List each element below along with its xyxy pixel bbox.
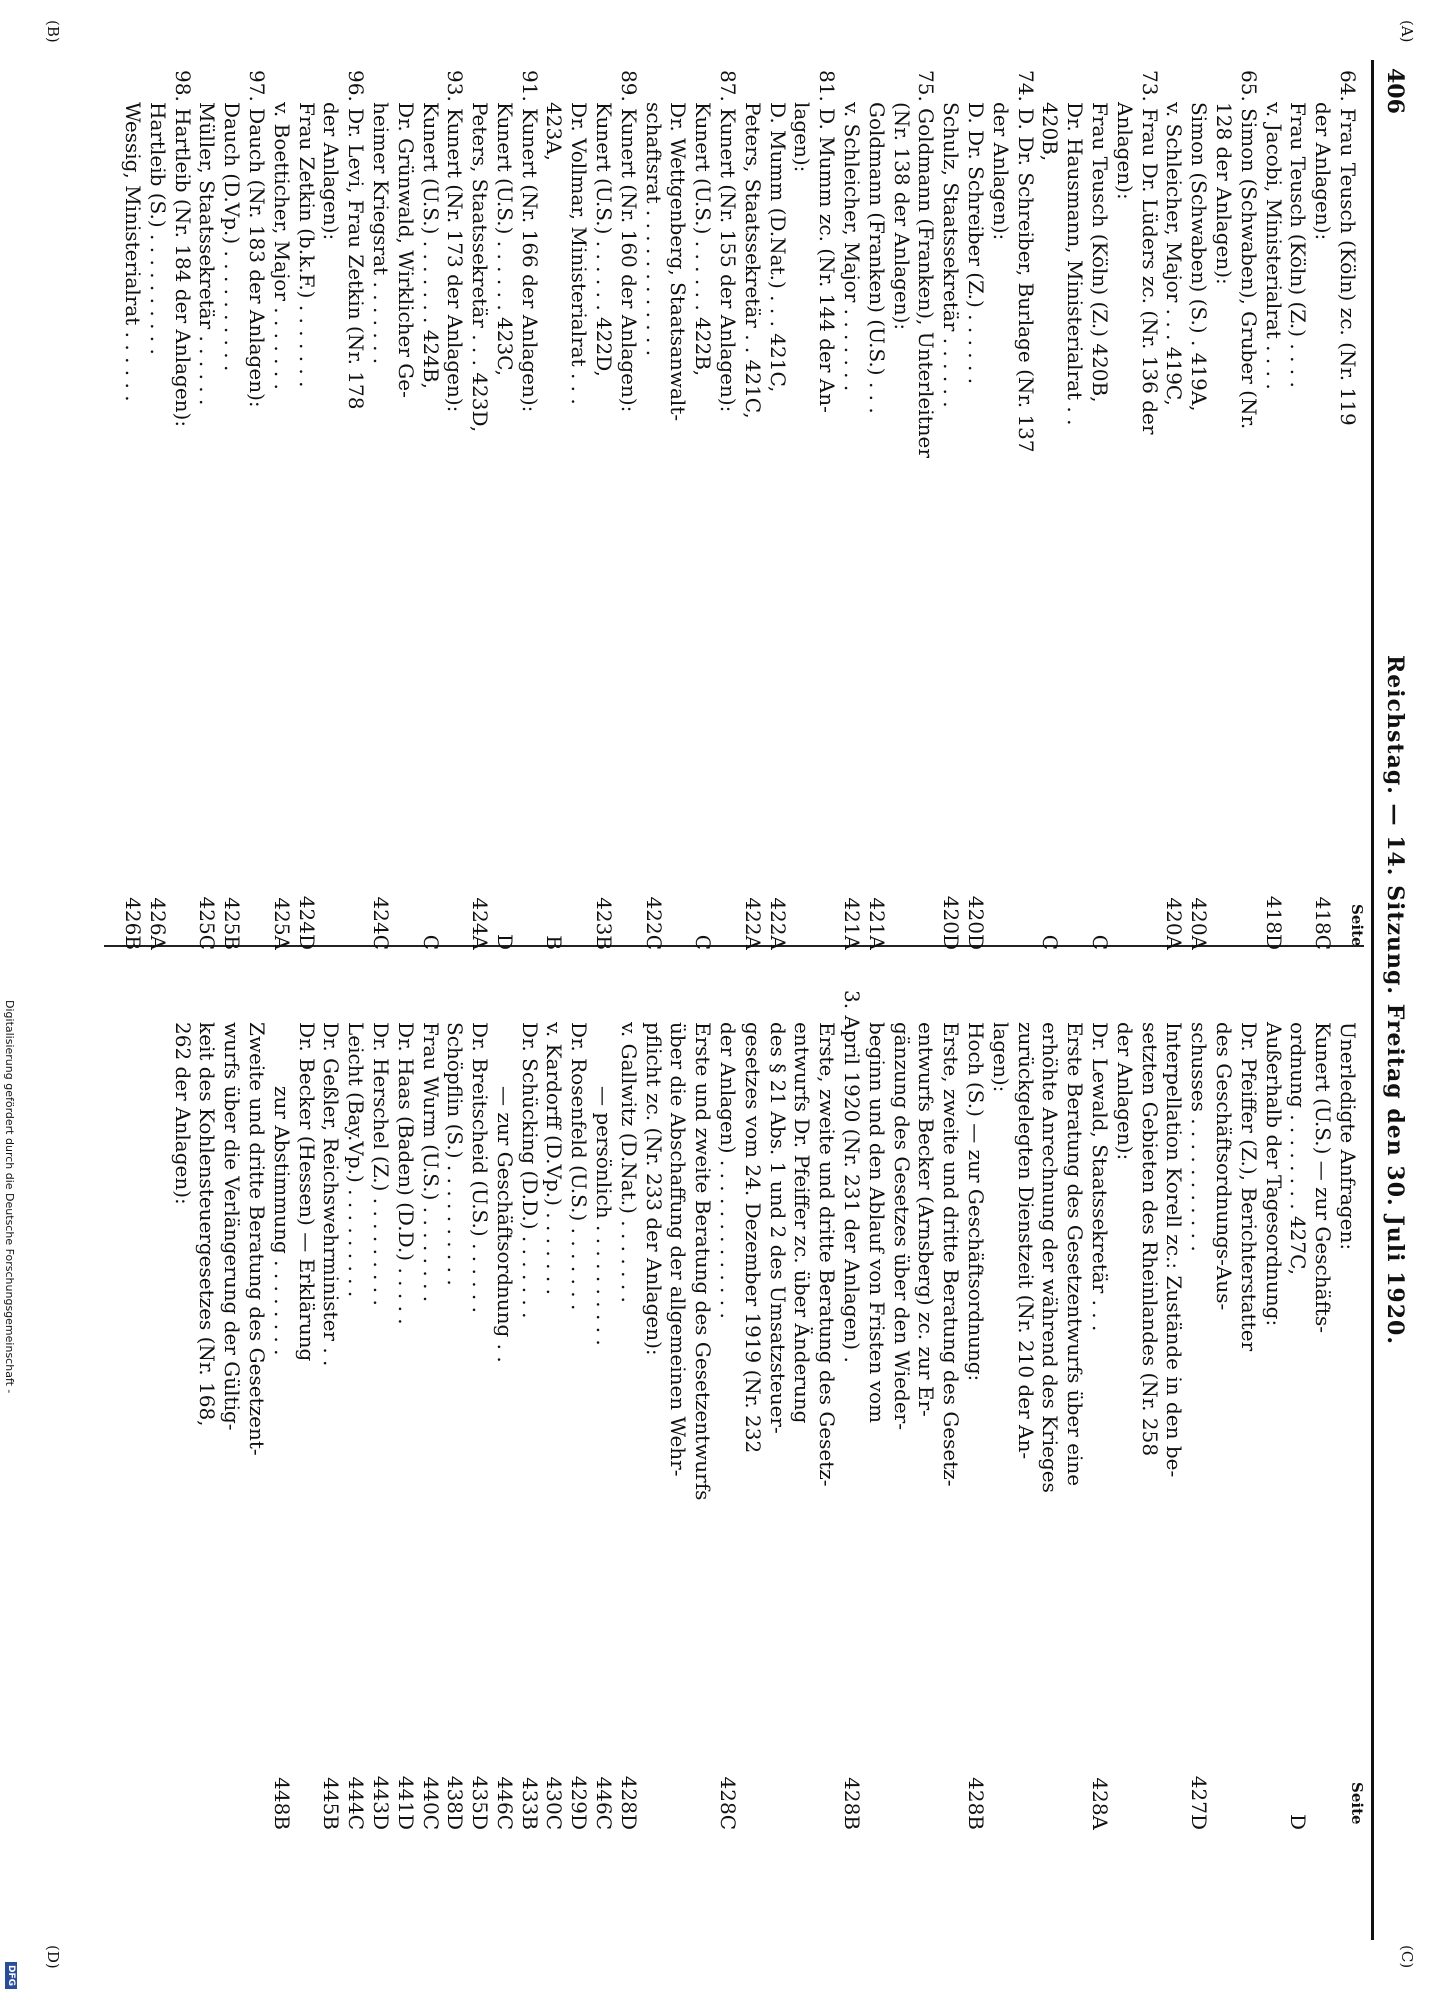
entry-text: Dr. Haas (Baden) (D.D.) . . . . . xyxy=(393,1022,418,1325)
index-entry xyxy=(1286,70,1311,950)
index-entry xyxy=(641,70,666,950)
index-entry xyxy=(666,70,691,950)
index-entry xyxy=(170,70,195,950)
page-reference: 428A xyxy=(1088,1777,1113,1830)
page-reference: 420D xyxy=(939,895,964,950)
page-reference: 418D xyxy=(1261,895,1286,950)
margin-marker-c: (C) xyxy=(1398,1945,1416,1969)
index-entry xyxy=(195,990,220,1830)
index-entry xyxy=(616,70,641,950)
entry-text: über die Abschaffung der allgemeinen Wehr- xyxy=(666,1022,691,1477)
index-entry xyxy=(567,70,592,950)
page-reference: 424D xyxy=(294,895,319,950)
entry-text: 73. Frau Dr. Lüders zc. (Nr. 136 der xyxy=(1137,70,1162,435)
running-header xyxy=(1371,60,1414,1940)
index-entry xyxy=(889,70,914,950)
page-reference: 435D xyxy=(468,1775,493,1830)
header-title: Reichstag. — 14. Sitzung. Freitag den 30. Juli 1920. xyxy=(1382,655,1408,1345)
entry-text: Kunert (U.S.) . . . . . . 422B, xyxy=(691,102,716,377)
entry-text: Wessig, Ministerialrat . . . . . . xyxy=(120,102,145,402)
entry-text: gänzung des Gesetzes über den Wieder- xyxy=(889,1022,914,1430)
entry-text: D. Dr. Schreiber (Z.) . . . . . . xyxy=(964,102,989,385)
entry-text: 98. Hartleib (Nr. 184 der Anlagen): xyxy=(170,70,195,428)
index-entry xyxy=(319,70,344,950)
entry-text: schaftsrat . . . . . . . . . . . . xyxy=(641,102,666,357)
entry-text: v. Gallwitz (D.Nat.) . . . . . . . xyxy=(616,1022,641,1303)
entry-text: Frau Teusch (Köln) (Z.) . . . . xyxy=(1286,102,1311,388)
index-entry xyxy=(790,70,815,950)
page-reference: 426A xyxy=(145,897,170,950)
index-entry xyxy=(814,990,839,1830)
index-entry xyxy=(343,990,368,1830)
index-entry xyxy=(914,70,939,950)
entry-text: Kunert (U.S.) . . . . . . 423C, xyxy=(492,102,517,377)
index-entry xyxy=(1013,70,1038,950)
index-entry xyxy=(740,990,765,1830)
entry-text: keit des Kohlensteuergesetzes (Nr. 168, xyxy=(195,1022,220,1427)
entry-text: 64. Frau Teusch (Köln) zc. (Nr. 119 xyxy=(1336,70,1360,426)
entry-text: gesetzes vom 24. Dezember 1919 (Nr. 232 xyxy=(740,1022,765,1454)
entry-text: erhöhte Anrechnung der während des Krieges xyxy=(1038,1022,1063,1493)
index-entry xyxy=(591,990,616,1830)
index-entry xyxy=(666,990,691,1830)
entry-text: Dr. Herschel (Z.) . . . . . . . . . xyxy=(368,1022,393,1306)
index-entry xyxy=(418,990,443,1830)
entry-text: Unerledigte Anfragen: xyxy=(1336,1022,1360,1251)
page-reference: 446C xyxy=(592,1776,617,1830)
entry-text: 65. Simon (Schwaben), Gruber (Nr. xyxy=(1236,70,1261,430)
index-entry xyxy=(120,70,145,950)
entry-text: pflicht zc. (Nr. 233 der Anlagen): xyxy=(641,1022,666,1356)
page-reference: 428B xyxy=(840,1777,865,1830)
page-reference: 428C xyxy=(716,1776,741,1830)
page-reference: 421A xyxy=(864,897,889,950)
index-entry xyxy=(393,990,418,1830)
entry-text: Dr. Rosenfeld (U.S.) . . . . . . . xyxy=(567,1022,592,1311)
margin-marker-b: (B) xyxy=(44,20,62,43)
entry-text: des Geschäftsordnungs-Aus- xyxy=(1212,1022,1237,1311)
index-entry xyxy=(740,70,765,950)
entry-text: (Nr. 138 der Anlagen): xyxy=(889,102,914,331)
entry-text: der Anlagen): xyxy=(319,102,344,241)
index-entry xyxy=(467,990,492,1830)
entry-text: v. Schleicher, Major . . . . . . . xyxy=(840,102,865,392)
index-entry xyxy=(1335,70,1360,950)
page-reference: 422A xyxy=(765,897,790,950)
entry-text: 91. Kunert (Nr. 166 der Anlagen): xyxy=(517,70,542,413)
entry-text: setzten Gebieten des Rheinlandes (Nr. 258 xyxy=(1137,1022,1162,1457)
index-entry xyxy=(1038,70,1063,950)
left-column xyxy=(120,70,1360,950)
footer xyxy=(0,0,18,2000)
entry-text: der Anlagen): xyxy=(988,102,1013,241)
entry-text: Kunert (U.S.) . . . . . . . 424B, xyxy=(418,102,443,389)
entry-text: Frau Wurm (U.S.) . . . . . . . . xyxy=(418,1022,443,1303)
page-reference: 422A xyxy=(740,897,765,950)
entry-text: Erste Beratung des Gesetzentwurfs über eine xyxy=(1063,1022,1088,1487)
entry-text: Dr. Wettgenberg, Staatsanwalt- xyxy=(666,102,691,422)
index-entry xyxy=(1062,70,1087,950)
entry-text: 89. Kunert (Nr. 160 der Anlagen): xyxy=(616,70,641,413)
index-entry xyxy=(1038,990,1063,1830)
page-reference: 428B xyxy=(964,1777,989,1830)
index-entry xyxy=(294,990,319,1830)
index-entry xyxy=(690,70,715,950)
entry-text: — persönlich . . . . . . . . . . xyxy=(592,1086,617,1346)
entry-text: beginn und den Ablauf von Fristen vom xyxy=(864,1022,889,1424)
entry-text: Schulz, Staatssekretär . . . . . . xyxy=(939,102,964,408)
entry-text: v. Kardorff (D.Vp.) . . . . . . . xyxy=(542,1022,567,1295)
left-column-header: Seite xyxy=(1348,904,1366,947)
index-entry xyxy=(1236,70,1261,950)
entry-text: lagen): xyxy=(790,102,815,173)
index-entry xyxy=(368,990,393,1830)
index-entry xyxy=(517,990,542,1830)
dfg-badge: DFG xyxy=(5,1962,17,1989)
entry-text: Peters, Staatssekretär . . . 423D, xyxy=(468,102,493,433)
index-entry xyxy=(765,990,790,1830)
page-reference: 440C xyxy=(418,1776,443,1830)
entry-text: Dr. Lewald, Staatssekretär . . . xyxy=(1088,1022,1113,1332)
entry-text: 96. Dr. Levi, Frau Zetkin (Nr. 178 xyxy=(344,70,369,410)
index-entry xyxy=(1236,990,1261,1830)
index-entry xyxy=(1186,70,1211,950)
right-column xyxy=(170,990,1360,1830)
index-entry xyxy=(1162,990,1187,1830)
page-reference: 446C xyxy=(492,1776,517,1830)
index-entry xyxy=(1137,990,1162,1830)
entry-text: Kunert (U.S.) . . . . . . 422D, xyxy=(592,102,617,377)
entry-text: v. Schleicher, Major . . . 419C, xyxy=(1162,102,1187,406)
index-entry xyxy=(145,70,170,950)
entry-text: D. Mumm (D.Nat.) . . . 421C, xyxy=(765,102,790,393)
index-entry xyxy=(343,70,368,950)
index-entry xyxy=(269,990,294,1830)
entry-text: Außerhalb der Tagesordnung: xyxy=(1261,1022,1286,1327)
index-entry xyxy=(542,70,567,950)
page-reference: 426B xyxy=(120,897,145,950)
index-entry xyxy=(765,70,790,950)
page-reference: 420A xyxy=(1187,897,1212,950)
page-reference: 425A xyxy=(269,897,294,950)
page-reference: 448B xyxy=(269,1777,294,1830)
entry-text: wurfs über die Verlängerung der Gültig- xyxy=(220,1022,245,1431)
page-reference: C xyxy=(418,934,443,950)
index-entry xyxy=(1335,990,1360,1830)
entry-text: Dr. Geßler, Reichswehrminister . . xyxy=(319,1022,344,1367)
entry-text: Simon (Schwaben) (S.) . 419A, xyxy=(1187,102,1212,412)
entry-text: — zur Geschäftsordnung . . xyxy=(492,1086,517,1363)
entry-text: Erste, zweite und dritte Beratung des Gesetz- xyxy=(815,1022,840,1487)
entry-text: Interpellation Korell zc.: Zustände in den be- xyxy=(1162,1022,1187,1478)
page-reference: 424C xyxy=(368,896,393,950)
index-entry xyxy=(244,70,269,950)
index-entry xyxy=(195,70,220,950)
page-reference: 418C xyxy=(1311,896,1336,950)
entry-text: 423A, xyxy=(542,102,567,161)
entry-text: 74. D. Dr. Schreiber, Burlage (Nr. 137 xyxy=(1013,70,1038,453)
index-entry xyxy=(938,70,963,950)
page-reference: 424A xyxy=(468,897,493,950)
index-entry xyxy=(790,990,815,1830)
entry-text: Erste, zweite und dritte Beratung des Gesetz- xyxy=(939,1022,964,1487)
index-entry xyxy=(1310,990,1335,1830)
entry-text: Dr. Breitscheid (U.S.) . . . . . . xyxy=(468,1022,493,1313)
entry-text: Dr. Vollmar, Ministerialrat . . . xyxy=(567,102,592,405)
entry-text: 420B, xyxy=(1038,102,1063,162)
page-number: 406 xyxy=(1382,68,1408,114)
entry-text: der Anlagen): xyxy=(1112,1022,1137,1161)
page-reference: D xyxy=(1286,1813,1311,1830)
index-entry xyxy=(889,990,914,1830)
index-entry xyxy=(492,70,517,950)
entry-text: Hoch (S.) — zur Geschäftsordnung: xyxy=(964,1022,989,1382)
entry-text: 81. D. Mumm zc. (Nr. 144 der An- xyxy=(815,70,840,413)
entry-text: Schöpflin (S.) . . . . . . . . . . xyxy=(443,1022,468,1286)
page-reference: 443D xyxy=(368,1775,393,1830)
index-entry xyxy=(443,70,468,950)
index-entry xyxy=(1013,990,1038,1830)
page-reference: 427D xyxy=(1187,1775,1212,1830)
entry-text: 3. April 1920 (Nr. 231 der Anlagen) . xyxy=(840,990,865,1363)
index-entry xyxy=(591,70,616,950)
index-entry xyxy=(963,990,988,1830)
index-entry xyxy=(715,990,740,1830)
index-entry xyxy=(864,70,889,950)
page-reference: D xyxy=(492,933,517,950)
index-entry xyxy=(616,990,641,1830)
index-entry xyxy=(567,990,592,1830)
index-entry xyxy=(517,70,542,950)
page-reference: 444C xyxy=(344,1776,369,1830)
index-entry xyxy=(864,990,889,1830)
index-entry xyxy=(715,70,740,950)
page-reference: 425B xyxy=(220,897,245,950)
margin-marker-d: (D) xyxy=(44,1945,62,1969)
index-entry xyxy=(1112,990,1137,1830)
index-entry xyxy=(1286,990,1311,1830)
entry-text: ordnung . . . . . . . . 427C, xyxy=(1286,1022,1311,1276)
entry-text: 262 der Anlagen): xyxy=(170,1022,195,1205)
index-entry xyxy=(368,70,393,950)
page-reference: C xyxy=(691,934,716,950)
index-entry xyxy=(988,990,1013,1830)
entry-text: 93. Kunert (Nr. 173 der Anlagen): xyxy=(443,70,468,413)
index-entry xyxy=(1112,70,1137,950)
index-entry xyxy=(839,990,864,1830)
entry-text: des § 21 Abs. 1 und 2 des Umsatzsteuer- xyxy=(765,1022,790,1434)
entry-text: Frau Zetkin (b.k.F.) . . . . . . . xyxy=(294,102,319,388)
page-reference: 420D xyxy=(964,895,989,950)
index-entry xyxy=(1310,70,1335,950)
page-reference: 433B xyxy=(517,1777,542,1830)
entry-text: der Anlagen) . . . . . . . . . . . . . xyxy=(716,1022,741,1319)
index-entry xyxy=(269,70,294,950)
entry-text: 128 der Anlagen): xyxy=(1212,102,1237,285)
index-entry xyxy=(1211,990,1236,1830)
entry-text: Leicht (Bay.Vp.) . . . . . . . . . xyxy=(344,1022,369,1298)
index-entry xyxy=(938,990,963,1830)
page-reference: C xyxy=(1038,934,1063,950)
index-entry xyxy=(542,990,567,1830)
entry-text: Dr. Hausmann, Ministerialrat . . xyxy=(1063,102,1088,426)
entry-text: entwurfs Becker (Arnsberg) zc. zur Er- xyxy=(914,1022,939,1417)
footer-credit: Digitalisierung gefördert durch die Deutsche Forschungsgemeinschaft - xyxy=(3,1000,16,1394)
index-entry xyxy=(1062,990,1087,1830)
page-reference: 428D xyxy=(616,1775,641,1830)
index-entry xyxy=(219,990,244,1830)
entry-text: Zweite und dritte Beratung des Gesetzent- xyxy=(244,1022,269,1456)
page-reference: 422C xyxy=(641,896,666,950)
entry-text: Dr. Grünwald, Wirklicher Ge- xyxy=(393,102,418,398)
right-column-header: Seite xyxy=(1348,1782,1366,1825)
index-entry xyxy=(641,990,666,1830)
index-entry xyxy=(814,70,839,950)
index-entry xyxy=(963,70,988,950)
entry-text: entwurfs Dr. Pfeiffer zc. über Änderung xyxy=(790,1022,815,1424)
entry-text: der Anlagen): xyxy=(1311,102,1336,241)
index-entry xyxy=(1137,70,1162,950)
index-entry xyxy=(1186,990,1211,1830)
entry-text: lagen): xyxy=(988,1022,1013,1093)
index-entry xyxy=(244,990,269,1830)
entry-text: Hartleib (S.) . . . . . . . . . . xyxy=(145,102,170,355)
margin-marker-a: (A) xyxy=(1398,20,1416,43)
index-entry xyxy=(294,70,319,950)
entry-text: Müller, Staatssekretär . . . . . . xyxy=(195,102,220,406)
index-entry xyxy=(1211,70,1236,950)
entry-text: heimer Kriegsrat . . . . . . . xyxy=(368,102,393,365)
page-reference: 438D xyxy=(443,1775,468,1830)
index-entry xyxy=(1087,990,1112,1830)
page-reference: 425C xyxy=(195,896,220,950)
page-reference: 441D xyxy=(393,1775,418,1830)
page-reference: C xyxy=(1088,934,1113,950)
index-entry xyxy=(443,990,468,1830)
index-entry xyxy=(914,990,939,1830)
index-entry xyxy=(1087,70,1112,950)
entry-text: 75. Goldmann (Franken), Unterleitner xyxy=(914,70,939,458)
page-reference: B xyxy=(542,935,567,950)
page-reference: 445B xyxy=(319,1777,344,1830)
index-entry xyxy=(393,70,418,950)
index-entry xyxy=(839,70,864,950)
entry-text: Frau Teusch (Köln) (Z.) 420B, xyxy=(1088,102,1113,403)
index-entry xyxy=(988,70,1013,950)
page-reference: 421A xyxy=(840,897,865,950)
entry-text: Anlagen): xyxy=(1112,102,1137,200)
index-entry xyxy=(219,70,244,950)
entry-text: Dauch (D.Vp.) . . . . . . . . . . xyxy=(220,102,245,372)
page-reference: 423B xyxy=(592,897,617,950)
entry-text: 87. Kunert (Nr. 155 der Anlagen): xyxy=(716,70,741,413)
index-entry xyxy=(1261,70,1286,950)
entry-text: zurückgelegten Dienstzeit (Nr. 210 der An- xyxy=(1013,1022,1038,1460)
entry-text: 97. Dauch (Nr. 183 der Anlagen): xyxy=(244,70,269,408)
index-entry xyxy=(319,990,344,1830)
entry-text: v. Jacobi, Ministerialrat . . . . xyxy=(1261,102,1286,390)
index-entry xyxy=(492,990,517,1830)
page-reference: 429D xyxy=(567,1775,592,1830)
index-entry xyxy=(690,990,715,1830)
index-entry xyxy=(1261,990,1286,1830)
page-reference: 430C xyxy=(542,1776,567,1830)
entry-text: Erste und zweite Beratung des Gesetzentwurfs xyxy=(691,1022,716,1501)
entry-text: Goldmann (Franken) (U.S.) . . . xyxy=(864,102,889,414)
index-entry xyxy=(170,990,195,1830)
entry-text: Dr. Becker (Hessen) — Erklärung xyxy=(294,1022,319,1362)
index-entry xyxy=(467,70,492,950)
entry-text: schusses . . . . . . . . . . . xyxy=(1187,1022,1212,1252)
index-entry xyxy=(1162,70,1187,950)
entry-text: Dr. Schücking (D.D.) . . . . . . . xyxy=(517,1022,542,1319)
entry-text: Dr. Pfeiffer (Z.), Berichterstatter xyxy=(1236,1022,1261,1352)
index-entry xyxy=(418,70,443,950)
entry-text: Peters, Staatssekretär . . 421C, xyxy=(740,102,765,419)
entry-text: v. Boetticher, Major . . . . . . . xyxy=(269,102,294,390)
page-reference: 420A xyxy=(1162,897,1187,950)
entry-text: zur Abstimmung . . . . . . . . xyxy=(269,1086,294,1356)
entry-text: Kunert (U.S.) — zur Geschäfts- xyxy=(1311,1022,1336,1333)
